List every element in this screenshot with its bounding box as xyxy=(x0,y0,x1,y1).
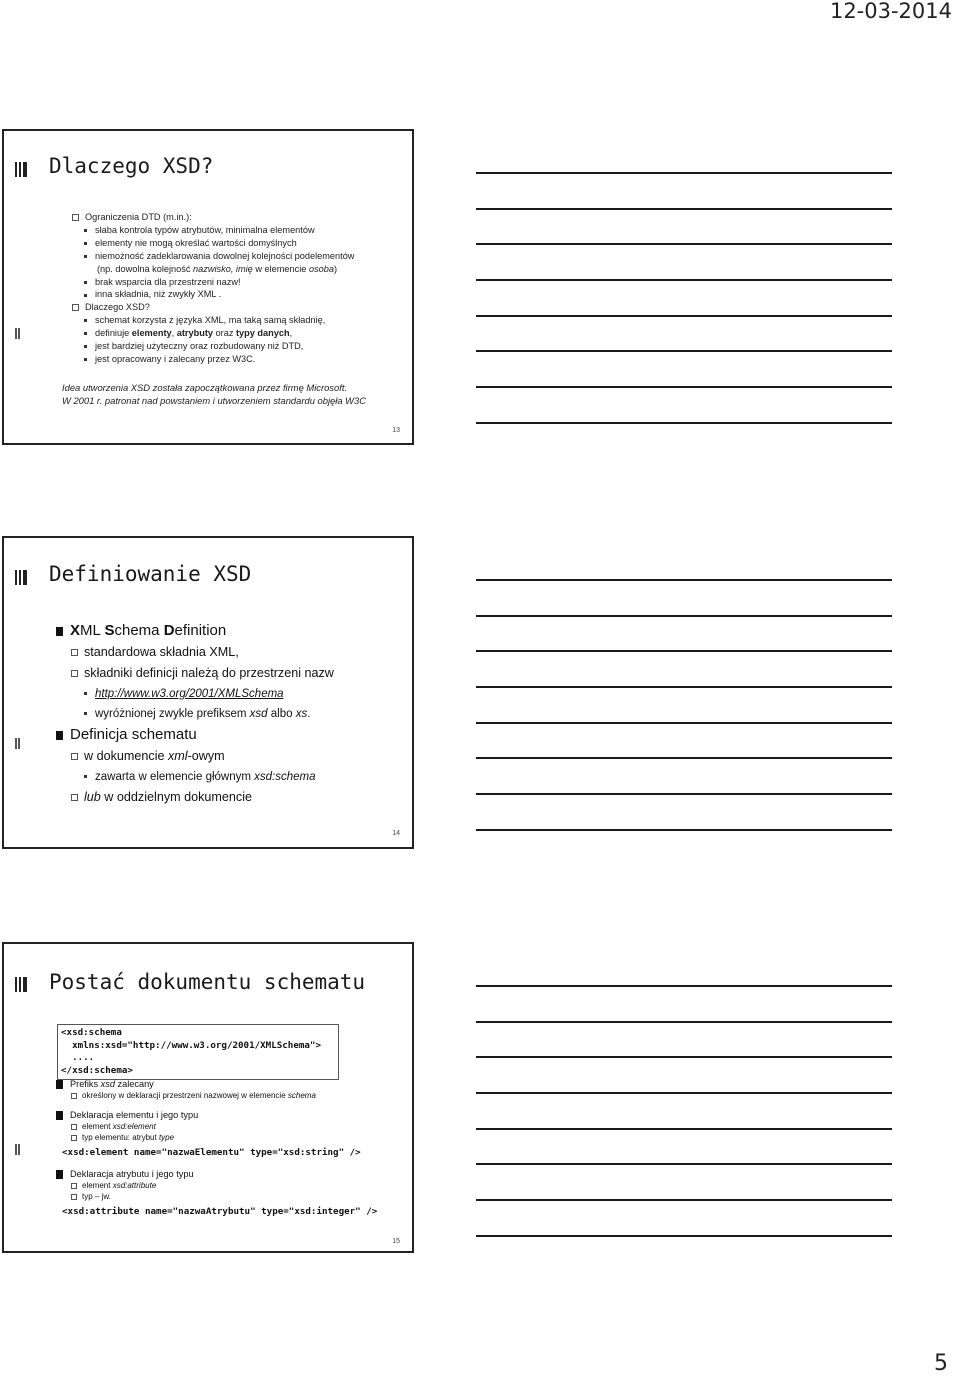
list-item: Deklaracja atrybutu i jego typu xyxy=(56,1168,406,1180)
list-item: jest bardziej użyteczny oraz rozbudowany niż DTD, xyxy=(72,340,402,353)
slide-side-mark-icon xyxy=(15,1144,20,1155)
code-line: xmlns:xsd="http://www.w3.org/2001/XMLSchema"> xyxy=(61,1039,321,1051)
note-line xyxy=(476,208,892,210)
slide-bar-icon xyxy=(15,162,28,177)
note-line xyxy=(476,243,892,245)
list-item: element xsd:element xyxy=(56,1121,406,1132)
note-line xyxy=(476,985,892,987)
slide-15 xyxy=(2,942,414,1253)
list-item: brak wsparcia dla przestrzeni nazw! xyxy=(72,276,402,289)
note-line xyxy=(476,315,892,317)
list-item-continuation: (np. dowolna kolejność nazwisko, imię w elemencie osoba) xyxy=(97,263,338,274)
list-item: niemożność zadeklarowania dowolnej kolejności podelementów xyxy=(72,250,402,263)
note-line xyxy=(476,279,892,281)
slide-note-line: Idea utworzenia XSD została zapoczątkowana przez firmę Microsoft. xyxy=(62,382,348,393)
slide-side-mark-icon xyxy=(15,738,20,749)
filled-square-bullet-icon xyxy=(56,1170,63,1179)
code-line: <xsd:attribute name="nazwaAtrybutu" type="xsd:integer" /> xyxy=(62,1206,378,1217)
note-line xyxy=(476,1163,892,1165)
list-item: elementy nie mogą określać wartości domyślnych xyxy=(72,237,402,250)
list-item: element xsd:attribute xyxy=(56,1180,406,1191)
list-item xyxy=(56,684,406,704)
dot-bullet-icon xyxy=(84,692,87,695)
dot-bullet-icon xyxy=(84,332,87,335)
note-line xyxy=(476,1056,892,1058)
note-line xyxy=(476,172,892,174)
filled-square-bullet-icon xyxy=(56,731,63,740)
note-line xyxy=(476,650,892,652)
note-lines-15 xyxy=(476,985,892,1271)
square-bullet-icon xyxy=(71,794,78,801)
list-item: Deklaracja elementu i jego typu xyxy=(56,1109,406,1121)
note-line xyxy=(476,615,892,617)
square-bullet-icon xyxy=(71,1124,77,1130)
note-line xyxy=(476,386,892,388)
note-line xyxy=(476,793,892,795)
square-bullet-icon xyxy=(71,670,78,677)
dot-bullet-icon xyxy=(84,255,87,258)
list-item: wyróżnionej zwykle prefiksem xsd albo xs. xyxy=(56,704,406,724)
code-line: .... xyxy=(61,1052,95,1063)
dot-bullet-icon xyxy=(84,281,87,284)
list-item: standardowa składnia XML, xyxy=(56,642,406,663)
slide-content-group xyxy=(56,1078,406,1101)
square-bullet-icon xyxy=(71,649,78,656)
note-line xyxy=(476,722,892,724)
page-date: 12-03-2014 xyxy=(829,0,952,23)
note-line xyxy=(476,579,892,581)
slide-bar-icon xyxy=(15,570,28,585)
slide-bar-icon xyxy=(15,977,28,992)
dot-bullet-icon xyxy=(84,319,87,322)
list-item: Prefiks xsd zalecany xyxy=(56,1078,406,1090)
filled-square-bullet-icon xyxy=(56,1111,63,1120)
list-item: typ elementu: atrybut type xyxy=(56,1132,406,1143)
list-item: składniki definicji należą do przestrzeni nazw xyxy=(56,663,406,684)
square-bullet-icon xyxy=(71,1194,77,1200)
list-item: Dlaczego XSD? xyxy=(72,301,402,314)
code-line: </xsd:schema> xyxy=(61,1064,133,1076)
dot-bullet-icon xyxy=(84,345,87,348)
slide-side-mark-icon xyxy=(15,328,20,339)
note-line xyxy=(476,1128,892,1130)
square-bullet-icon xyxy=(72,214,79,221)
slide-content-list xyxy=(72,211,402,366)
note-line xyxy=(476,1092,892,1094)
filled-square-bullet-icon xyxy=(56,1080,63,1089)
list-item: zawarta w elemencie głównym xsd:schema xyxy=(56,767,406,787)
slide-content-group xyxy=(56,1168,406,1219)
list-item: typ – jw. xyxy=(56,1191,406,1202)
slide-number: 13 xyxy=(392,427,400,434)
filled-square-bullet-icon xyxy=(56,627,63,636)
slide-number: 15 xyxy=(392,1238,400,1245)
slide-13 xyxy=(2,129,414,445)
square-bullet-icon xyxy=(71,1135,77,1141)
list-item: określony w deklaracji przestrzeni nazwowej w elemencie schema xyxy=(56,1090,406,1101)
square-bullet-icon xyxy=(72,304,79,311)
list-item: XML Schema Definition xyxy=(56,620,406,642)
square-bullet-icon xyxy=(71,1093,77,1099)
slide-title: Postać dokumentu schematu xyxy=(49,970,366,994)
dot-bullet-icon xyxy=(84,358,87,361)
dot-bullet-icon xyxy=(84,229,87,232)
list-item: lub w oddzielnym dokumencie xyxy=(56,787,406,808)
dot-bullet-icon xyxy=(84,294,87,297)
page-number: 5 xyxy=(934,1351,948,1376)
list-item: schemat korzysta z języka XML, ma taką samą składnię, xyxy=(72,314,402,327)
list-item: słaba kontrola typów atrybutów, minimalna elementów xyxy=(72,224,402,237)
slide-title: Definiowanie XSD xyxy=(49,562,252,586)
square-bullet-icon xyxy=(71,1183,77,1189)
list-item: jest opracowany i zalecany przez W3C. xyxy=(72,353,402,366)
square-bullet-icon xyxy=(71,753,78,760)
schema-url-link[interactable]: http://www.w3.org/2001/XMLSchema xyxy=(95,688,284,700)
list-item: inna składnia, niż zwykły XML . xyxy=(72,288,402,301)
note-line xyxy=(476,829,892,831)
code-line: <xsd:element name="nazwaElementu" type="xsd:string" /> xyxy=(62,1147,361,1158)
code-block xyxy=(57,1024,339,1080)
list-item: Ograniczenia DTD (m.in.): xyxy=(72,211,402,224)
list-item: Definicja schematu xyxy=(56,724,406,746)
list-item: w dokumencie xml-owym xyxy=(56,746,406,767)
dot-bullet-icon xyxy=(84,712,87,715)
note-lines-13 xyxy=(476,172,892,458)
slide-number: 14 xyxy=(392,830,400,837)
note-line xyxy=(476,1021,892,1023)
note-line xyxy=(476,350,892,352)
note-line xyxy=(476,686,892,688)
slide-note-line: W 2001 r. patronat nad powstaniem i utworzeniem standardu objęła W3C xyxy=(62,395,366,406)
dot-bullet-icon xyxy=(84,775,87,778)
slide-content-group xyxy=(56,1109,406,1160)
note-line xyxy=(476,422,892,424)
dot-bullet-icon xyxy=(84,242,87,245)
list-item: definiuje elementy, atrybuty oraz typy danych, xyxy=(72,327,402,340)
note-lines-14 xyxy=(476,579,892,865)
note-line xyxy=(476,1235,892,1237)
slide-content-list xyxy=(56,620,406,808)
code-line: <xsd:schema xyxy=(61,1027,122,1038)
note-line xyxy=(476,1199,892,1201)
slide-title: Dlaczego XSD? xyxy=(49,154,214,178)
note-line xyxy=(476,757,892,759)
slide-14 xyxy=(2,536,414,849)
